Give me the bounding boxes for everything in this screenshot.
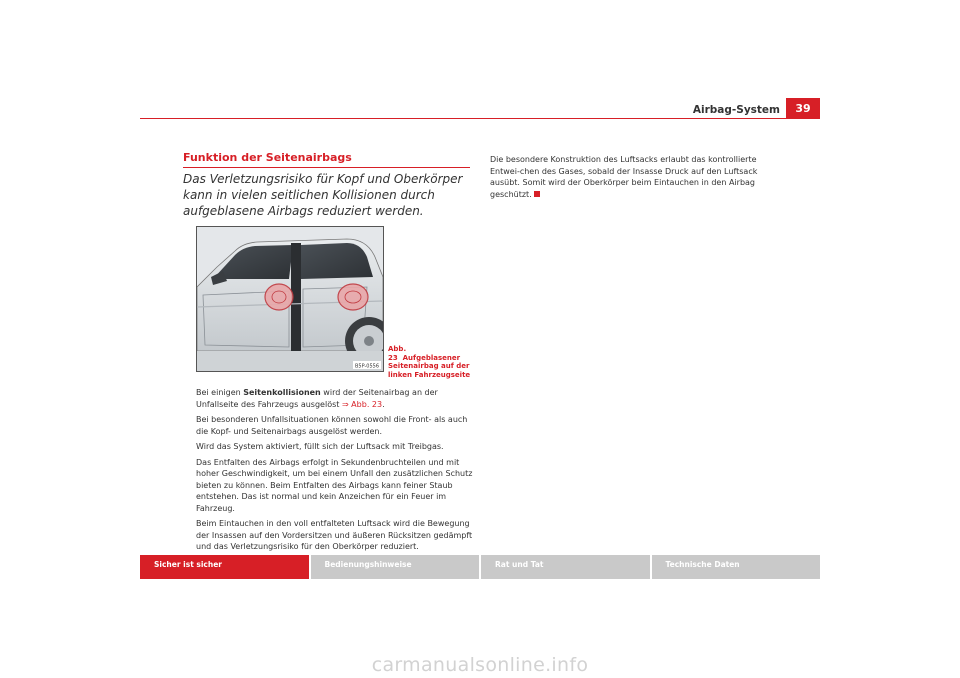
text-run: Die besondere Konstruktion des Luftsacks erlaubt das kontrollierte Entwei-chen des Gases, sobald der Insasse Druck auf den Luftsack ausübt. Somit wird der Oberkörper beim Eintauchen in den Airbag geschützt. xyxy=(490,155,758,199)
running-header-title: Airbag-System xyxy=(692,104,780,116)
tab-bedienungshinweise[interactable]: Bedienungshinweise xyxy=(311,555,480,579)
paragraph xyxy=(196,387,476,410)
figure-reference-link[interactable]: ⇒ Abb. 23 xyxy=(341,399,383,409)
header-rule xyxy=(140,118,820,119)
section-rule xyxy=(183,167,470,168)
tab-sicher-ist-sicher[interactable]: Sicher ist sicher xyxy=(140,555,309,579)
body-column-left xyxy=(196,387,476,557)
section-title: Funktion der Seitenairbags xyxy=(183,151,352,164)
paragraph: Das Entfalten des Airbags erfolgt in Sekundenbruchteilen und mit hoher Geschwindigkeit, um bei einem Unfall den zusätzlichen Schutz bieten zu können. Beim Entfalten des Airbags kann feiner Staub entstehen. Das ist normal und kein Anzeichen für ein Feuer im Fahrzeug. xyxy=(196,457,473,513)
section-intro: Das Verletzungsrisiko für Kopf und Oberkörper kann in vielen seitlichen Kollisionen durch aufgeblasene Airbags reduziert werden. xyxy=(183,172,463,218)
figure-caption xyxy=(388,345,472,379)
text-run: Bei einigen xyxy=(196,388,244,397)
paragraph xyxy=(490,154,775,200)
tab-technische-daten[interactable]: Technische Daten xyxy=(652,555,821,579)
footer-nav xyxy=(140,555,820,579)
watermark: carmanualsonline.info xyxy=(371,654,589,676)
tab-rat-und-tat[interactable]: Rat und Tat xyxy=(481,555,650,579)
car-side-airbag-illustration xyxy=(196,226,384,372)
figure-code: B5P-0556 xyxy=(354,363,380,370)
text-run: wird der Seitenairbag an der Unfallseite des Fahrzeugs ausgelöst xyxy=(196,388,438,409)
figure-caption-text: Aufgeblasener Seitenairbag auf der linken Fahrzeugseite xyxy=(388,353,471,379)
page-number: 39 xyxy=(786,98,820,118)
paragraph: Wird das System aktiviert, füllt sich der Luftsack mit Treibgas. xyxy=(196,442,444,451)
car-illustration-svg xyxy=(197,227,383,371)
section-end-marker-icon xyxy=(534,191,540,197)
bold-term: Seitenkollisionen xyxy=(243,388,321,397)
paragraph: Bei besonderen Unfallsituationen können sowohl die Front- als auch die Kopf- und Seitenairbags ausgelöst werden. xyxy=(196,415,468,436)
body-column-right xyxy=(490,154,775,200)
figure-caption-label: Abb. 23 xyxy=(388,345,407,362)
text-run: . xyxy=(382,399,385,409)
paragraph: Beim Eintauchen in den voll entfalteten Luftsack wird die Bewegung der Insassen auf den Vordersitzen und äußeren Rücksitzen gedämpft und das Verletzungsrisiko für den Oberkörper reduziert. xyxy=(196,519,473,551)
